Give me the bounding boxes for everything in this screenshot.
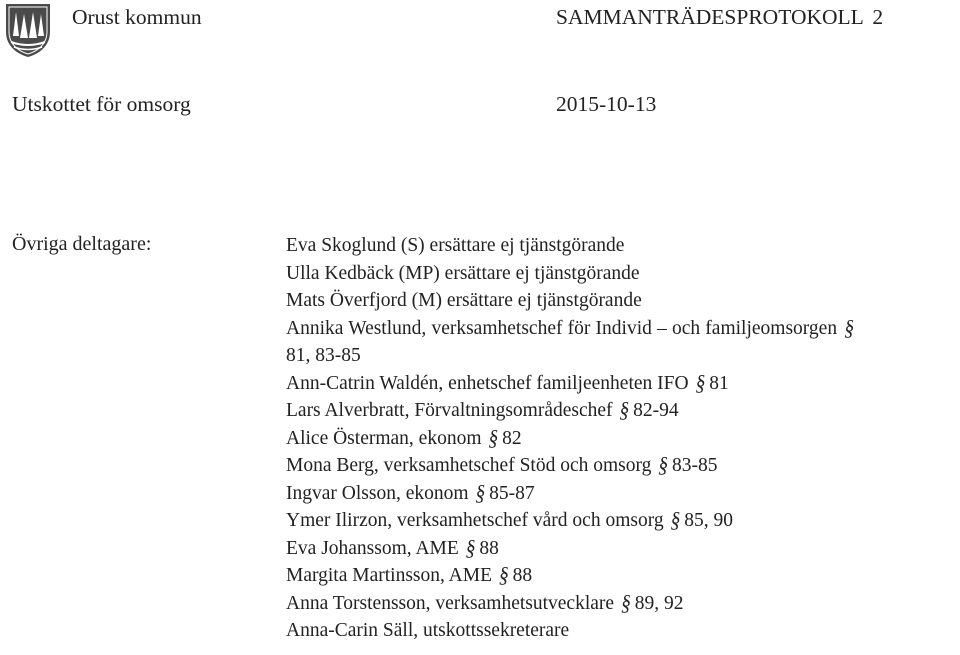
participant-text: Ann-Catrin Waldén, enhetschef familjeenheten IFO [286,372,689,394]
participant-entry [286,480,858,508]
participant-paragraphs: 81 [709,372,729,394]
participant-text: Mats Överfjord (M) ersättare ej tjänstgörande [286,290,642,311]
participant-text: Lars Alverbratt, Förvaltningsområdeschef [286,400,613,421]
participant-paragraphs: 88 [479,537,499,559]
participant-text: Alice Österman, ekonom [286,427,482,449]
section-sign: § [475,480,486,506]
participant-paragraphs: 81, 83-85 [286,345,361,366]
participants-label: Övriga deltagare: [12,233,152,255]
participant-paragraphs: 83-85 [672,455,718,476]
participant-entry [286,370,858,398]
participant-paragraphs: 88 [512,565,533,586]
participant-paragraphs: 82-94 [633,400,679,421]
participant-entry [286,507,858,535]
participants-list [286,232,858,645]
participant-text: Ingvar Olsson, ekonom [286,482,469,504]
participant-text: Eva Johanssom, AME [286,537,459,559]
participant-paragraphs: 85-87 [489,482,535,504]
section-sign: § [488,425,499,451]
section-sign: § [498,563,509,588]
section-sign: § [658,453,669,478]
participant-entry [286,287,858,315]
participant-entry [286,535,858,563]
orust-coat-of-arms-icon [3,2,53,58]
municipality-name: Orust kommun [72,5,202,29]
participant-text: Anna Torstensson, verksamhetsutvecklare [286,592,615,614]
participant-paragraphs: 85, 90 [684,510,733,531]
document-type: SAMMANTRÄDESPROTOKOLL [556,5,864,29]
page-number: 2 [872,5,884,29]
participant-entry [286,452,858,480]
participant-entry [286,260,858,288]
participant-entry [286,425,858,453]
section-sign: § [670,508,681,533]
participant-text: Ymer Ilirzon, verksamhetschef vård och omsorg [286,510,664,531]
section-sign: § [465,535,476,561]
participant-entry [286,590,858,618]
section-sign: § [695,370,706,396]
participant-entry [286,315,858,370]
participant-entry [286,232,858,260]
participant-entry [286,397,858,425]
participant-paragraphs: 82 [502,427,522,449]
participant-text: Eva Skoglund (S) ersättare ej tjänstgörande [286,235,625,256]
participant-text: Margita Martinsson, AME [286,565,493,586]
section-sign: § [619,398,630,423]
section-sign: § [620,590,631,616]
committee-name: Utskottet för omsorg [12,92,191,116]
participant-text: Annika Westlund, verksamhetschef för Individ – och familjeomsorgen [286,317,838,339]
participant-entry [286,562,858,590]
document-type-and-page [556,7,883,29]
participant-text: Mona Berg, verksamhetschef Stöd och omsorg [286,455,652,476]
participant-text: Anna-Carin Säll, utskottssekreterare [286,620,570,641]
participant-text: Ulla Kedbäck (MP) ersättare ej tjänstgörande [286,262,640,284]
participant-entry [286,617,858,645]
section-sign: § [844,315,854,341]
participant-paragraphs: 89, 92 [634,592,684,614]
meeting-date: 2015-10-13 [556,92,657,116]
